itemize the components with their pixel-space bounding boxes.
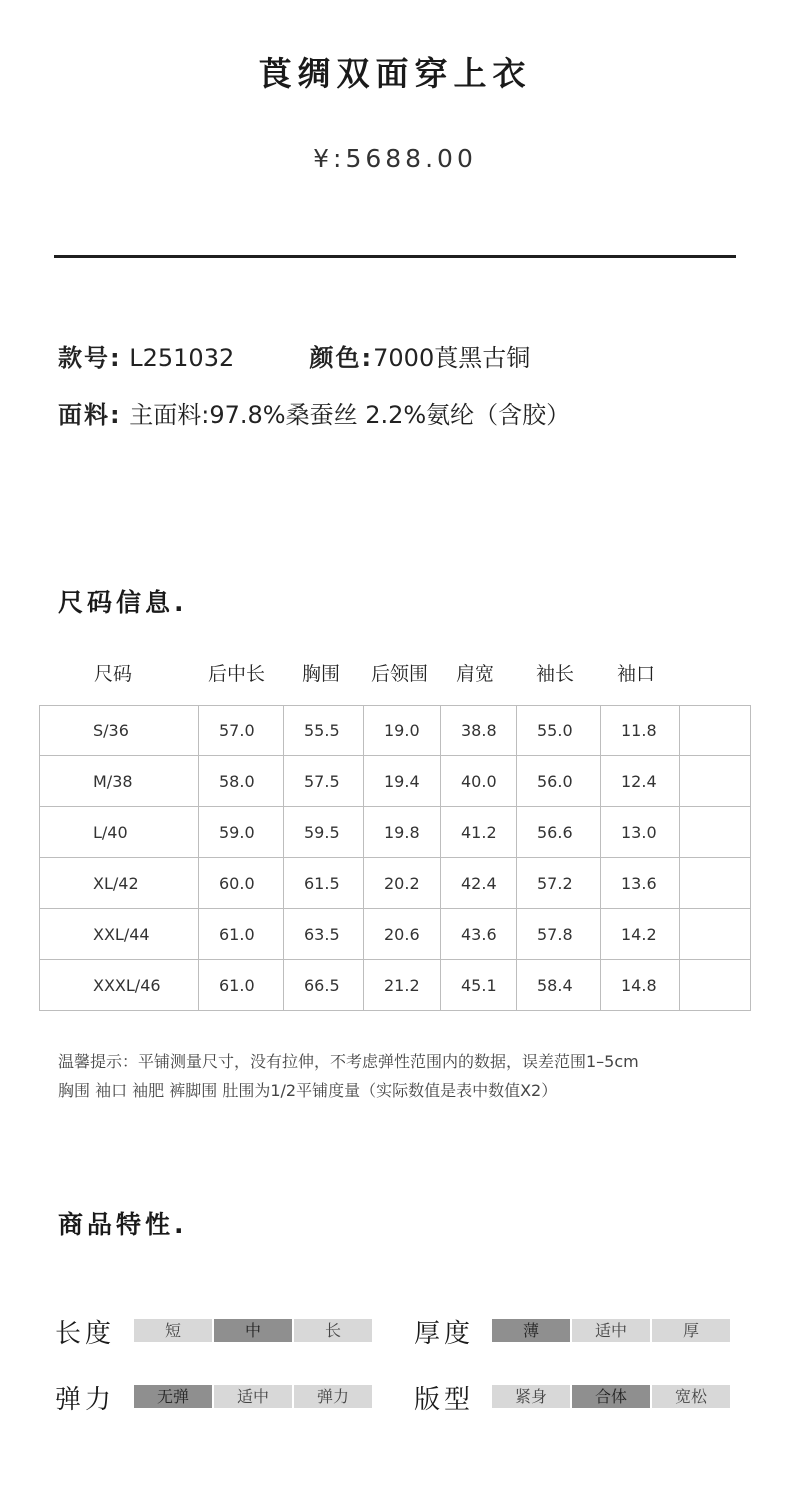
- cell-value: 14.8: [601, 960, 680, 1011]
- cell-value: 59.5: [284, 807, 364, 858]
- feature-option-selected: 合体: [572, 1385, 650, 1408]
- cell-size: L/40: [40, 807, 199, 858]
- cell-value: 41.2: [441, 807, 517, 858]
- cell-value: 57.5: [284, 756, 364, 807]
- note-line-1: 温馨提示：平铺测量尺寸，没有拉伸，不考虑弹性范围内的数据，误差范围1–5cm: [58, 1052, 639, 1071]
- cell-value: 57.2: [517, 858, 601, 909]
- color-value: 7000莨黑古铜: [373, 344, 531, 372]
- cell-value: 56.0: [517, 756, 601, 807]
- table-header-size: 尺码: [94, 663, 133, 685]
- cell-value: 11.8: [601, 706, 680, 756]
- feature-option: 适中: [214, 1385, 292, 1408]
- cell-value: 57.8: [517, 909, 601, 960]
- style-label: 款号:: [58, 344, 122, 372]
- cell-value: 21.2: [364, 960, 441, 1011]
- cell-value: 56.6: [517, 807, 601, 858]
- cell-empty: [680, 960, 751, 1011]
- cell-value: 55.0: [517, 706, 601, 756]
- feature-label: 长度: [55, 1319, 116, 1349]
- cell-value: 43.6: [441, 909, 517, 960]
- cell-value: 66.5: [284, 960, 364, 1011]
- feature-label: 弹力: [55, 1385, 116, 1415]
- feature-scale: [492, 1319, 730, 1342]
- cell-value: 45.1: [441, 960, 517, 1011]
- feature-option: 适中: [572, 1319, 650, 1342]
- cell-value: 58.0: [199, 756, 284, 807]
- cell-value: 14.2: [601, 909, 680, 960]
- feature-option-selected: 无弹: [134, 1385, 212, 1408]
- cell-size: XXL/44: [40, 909, 199, 960]
- cell-value: 20.6: [364, 909, 441, 960]
- table-header-back-length: 后中长: [208, 663, 266, 685]
- feature-option: 短: [134, 1319, 212, 1342]
- table-row: [40, 858, 751, 909]
- features-section-title: 商品特性.: [58, 1210, 188, 1239]
- cell-empty: [680, 756, 751, 807]
- fabric-label: 面料:: [58, 401, 122, 429]
- cell-value: 38.8: [441, 706, 517, 756]
- feature-option: 紧身: [492, 1385, 570, 1408]
- table-header-shoulder: 肩宽: [456, 663, 495, 685]
- cell-value: 61.5: [284, 858, 364, 909]
- feature-scale: [134, 1319, 372, 1342]
- cell-empty: [680, 858, 751, 909]
- cell-empty: [680, 909, 751, 960]
- feature-option: 厚: [652, 1319, 730, 1342]
- table-row: [40, 960, 751, 1011]
- feature-scale: [134, 1385, 372, 1408]
- note-line-2: 胸围 袖口 袖肥 裤脚围 肚围为1/2平铺度量（实际数值是表中数值X2）: [58, 1081, 558, 1100]
- feature-option-selected: 薄: [492, 1319, 570, 1342]
- feature-label: 版型: [414, 1385, 475, 1415]
- table-row: [40, 756, 751, 807]
- cell-value: 60.0: [199, 858, 284, 909]
- feature-option: 宽松: [652, 1385, 730, 1408]
- cell-size: M/38: [40, 756, 199, 807]
- cell-size: XL/42: [40, 858, 199, 909]
- fabric-line: [58, 395, 570, 430]
- cell-size: S/36: [40, 706, 199, 756]
- cell-value: 19.0: [364, 706, 441, 756]
- table-header-sleeve-length: 袖长: [536, 663, 575, 685]
- cell-value: 20.2: [364, 858, 441, 909]
- feature-scale: [492, 1385, 730, 1408]
- size-table: [39, 705, 751, 1011]
- table-row: [40, 706, 751, 756]
- cell-value: 19.4: [364, 756, 441, 807]
- cell-empty: [680, 706, 751, 756]
- feature-option: 长: [294, 1319, 372, 1342]
- cell-value: 42.4: [441, 858, 517, 909]
- cell-value: 12.4: [601, 756, 680, 807]
- cell-value: 61.0: [199, 960, 284, 1011]
- cell-size: XXXL/46: [40, 960, 199, 1011]
- cell-value: 61.0: [199, 909, 284, 960]
- size-section-title: 尺码信息.: [58, 588, 188, 617]
- fabric-value: 主面料:97.8%桑蚕丝 2.2%氨纶（含胶）: [129, 401, 571, 429]
- feature-option-selected: 中: [214, 1319, 292, 1342]
- table-row: [40, 909, 751, 960]
- color-label: 颜色:: [309, 344, 374, 372]
- cell-value: 55.5: [284, 706, 364, 756]
- cell-value: 63.5: [284, 909, 364, 960]
- divider: [54, 255, 736, 258]
- feature-label: 厚度: [414, 1319, 475, 1349]
- style-value: L251032: [129, 344, 235, 372]
- cell-value: 19.8: [364, 807, 441, 858]
- cell-value: 13.6: [601, 858, 680, 909]
- cell-value: 58.4: [517, 960, 601, 1011]
- cell-value: 59.0: [199, 807, 284, 858]
- cell-value: 13.0: [601, 807, 680, 858]
- cell-value: 57.0: [199, 706, 284, 756]
- feature-option: 弹力: [294, 1385, 372, 1408]
- table-header-cuff: 袖口: [617, 663, 656, 685]
- cell-value: 40.0: [441, 756, 517, 807]
- product-price: ¥:5688.00: [313, 144, 477, 173]
- table-row: [40, 807, 751, 858]
- table-header-collar: 后领围: [371, 663, 429, 685]
- style-color-line: [58, 338, 530, 373]
- table-header-chest: 胸围: [302, 663, 341, 685]
- product-title: 莨绸双面穿上衣: [258, 54, 532, 93]
- cell-empty: [680, 807, 751, 858]
